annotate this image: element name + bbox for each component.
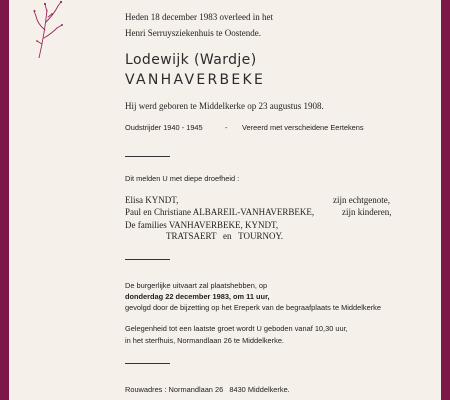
deceased-last-name: VANHAVERBEKE [125, 72, 266, 88]
mourning-address: Rouwadres : Normandlaan 26 8430 Middelkerke. [125, 385, 290, 394]
divider [125, 156, 170, 157]
honors-decorations: Vereerd met verscheidene Eertekens [242, 123, 364, 132]
right-border-band [441, 0, 450, 400]
left-border-band [0, 0, 9, 400]
funeral-line-1: De burgerlijke uitvaart zal plaatshebben, op [125, 281, 268, 290]
family-name-2: Paul en Christiane ALBAREIL-VANHAVERBEKE, [125, 207, 315, 217]
flower-sprig-icon [33, 0, 67, 58]
intro-line-1: Heden 18 december 1983 overleed in het [125, 12, 273, 22]
announcement: Dit melden U met diepe droefheid : [125, 174, 240, 183]
family-name-1: Elisa KYNDT, [125, 195, 179, 205]
farewell-line-2: in het sterfhuis, Normandlaan 26 te Middelkerke. [125, 336, 284, 345]
deceased-first-name: Lodewijk (Wardje) [125, 52, 257, 68]
honors-veteran: Oudstrijder 1940 - 1945 [125, 123, 203, 132]
obituary-card [9, 0, 441, 400]
divider [125, 363, 170, 364]
funeral-line-2: donderdag 22 december 1983, om 11 uur, [125, 292, 270, 301]
funeral-line-3: gevolgd door de bijzetting op het Ereperk van de begraafplaats te Middelkerke [125, 303, 381, 312]
family-relation-2: zijn kinderen, [342, 207, 392, 217]
family-name-3: De families VANHAVERBEKE, KYNDT, [125, 220, 279, 230]
honors-dash: - [225, 123, 228, 132]
intro-line-2: Henri Serruysziekenhuis te Oostende. [125, 28, 261, 38]
divider [125, 259, 170, 260]
family-name-4: TRATSAERT en TOURNOY. [166, 231, 284, 241]
birth-line: Hij werd geboren te Middelkerke op 23 augustus 1908. [125, 101, 324, 111]
farewell-line-1: Gelegenheid tot een laatste groet wordt U geboden vanaf 10,30 uur, [125, 324, 348, 333]
family-relation-1: zijn echtgenote, [333, 195, 390, 205]
